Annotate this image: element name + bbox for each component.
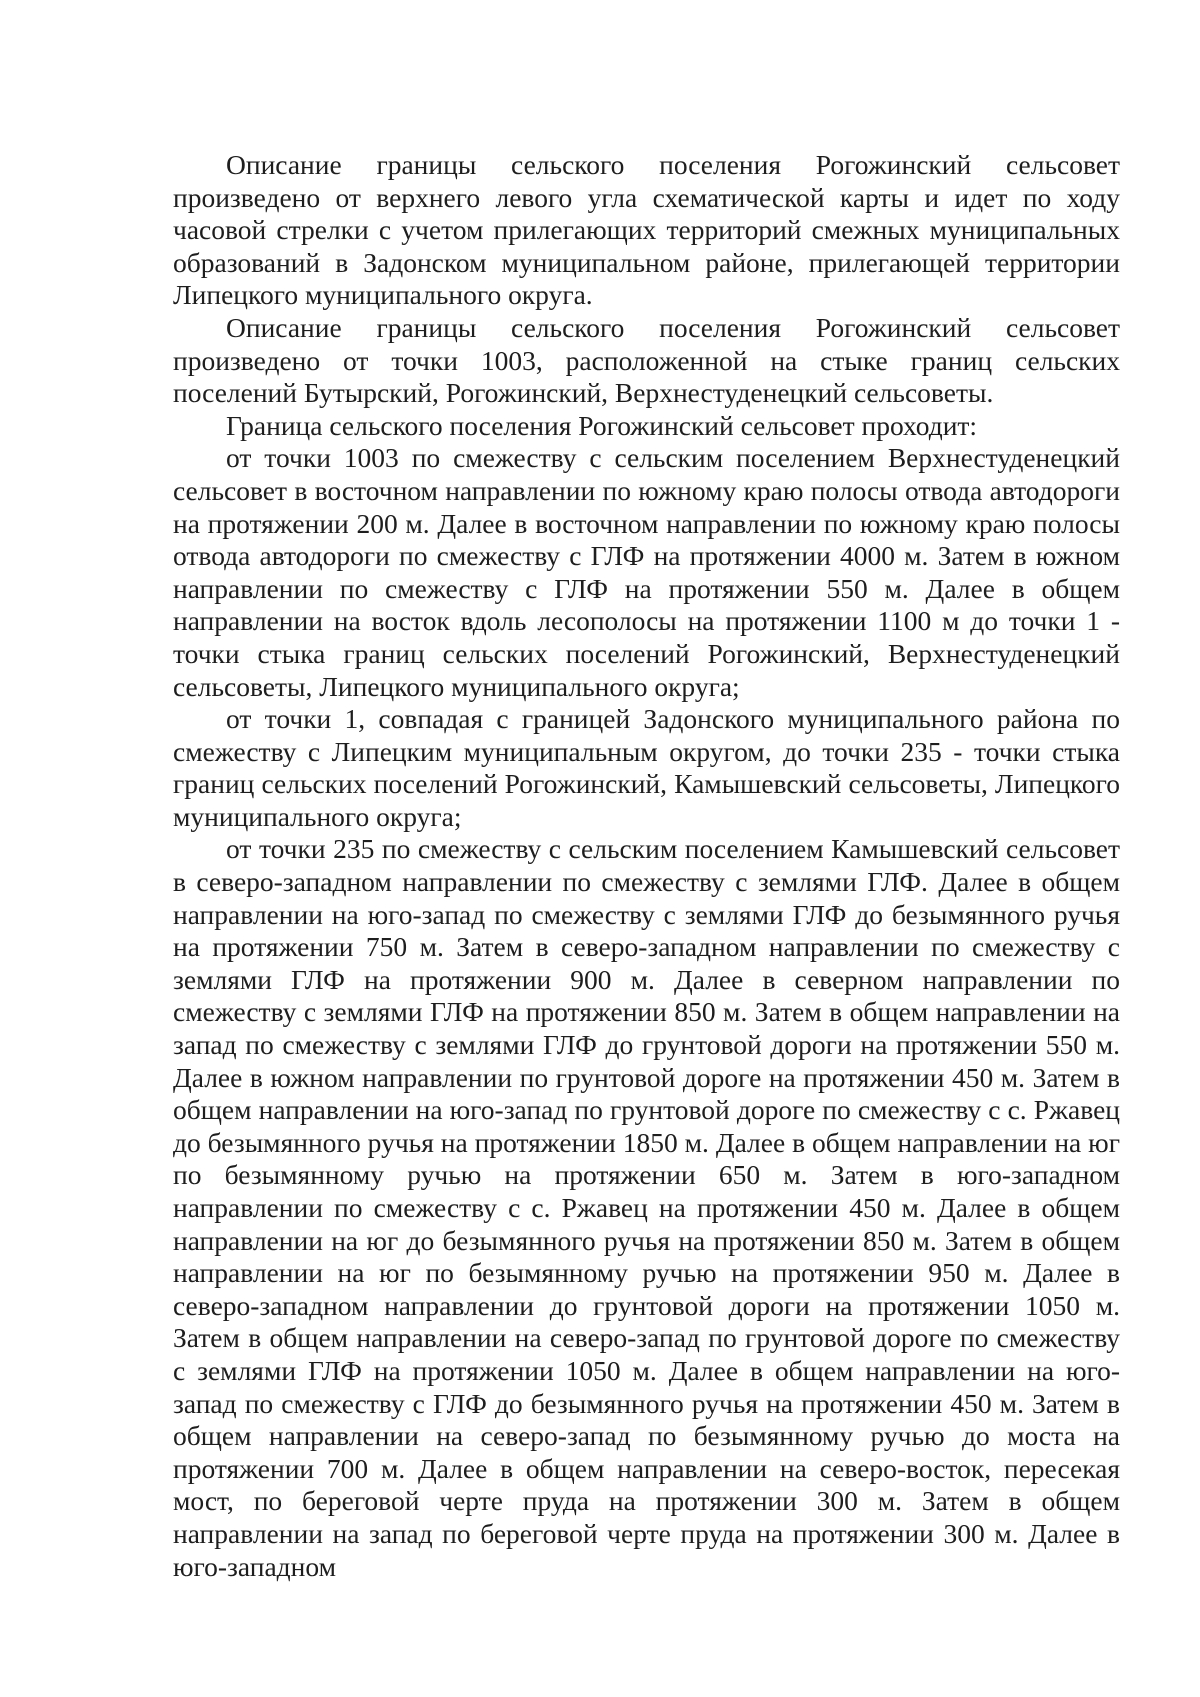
- paragraph-segment-point-235: от точки 235 по смежеству с сельским поселением Камышевский сельсовет в северо-западном направлении по смежеству с землями ГЛФ. Далее в общем направлении на юго-запад по смежеству с землями ГЛФ до безымянного ручья на протяжении 750 м. Затем в северо-западном направлении по смежеству с землями ГЛФ на протяжении 900 м. Далее в северном направлении по смежеству с землями ГЛФ на протяжении 850 м. Затем в общем направлении на запад по смежеству с землями ГЛФ до грунтовой дороги на протяжении 550 м. Далее в южном направлении по грунтовой дороге на протяжении 450 м. Затем в общем направлении на юго-запад по грунтовой дороге по смежеству с с. Ржавец до безымянного ручья на протяжении 1850 м. Далее в общем направлении на юг по безымянному ручью на протяжении 650 м. Затем в юго-западном направлении по смежеству с с. Ржавец на протяжении 450 м. Далее в общем направлении на юг до безымянного ручья на протяжении 850 м. Затем в общем направлении на юг по безымянному ручью на протяжении 950 м. Далее в северо-западном направлении до грунтовой дороги на протяжении 1050 м. Затем в общем направлении на северо-запад по грунтовой дороге по смежеству с землями ГЛФ на протяжении 1050 м. Далее в общем направлении на юго-запад по смежеству с ГЛФ до безымянного ручья на протяжении 450 м. Затем в общем направлении на северо-запад по безымянному ручью до моста на протяжении 700 м. Далее в общем направлении на северо-восток, пересекая мост, по береговой черте пруда на протяжении 300 м. Затем в общем направлении на запад по береговой черте пруда на протяжении 300 м. Далее в юго-западном: [173, 833, 1120, 1582]
- paragraph-segment-point-1003: от точки 1003 по смежеству с сельским поселением Верхнестуденецкий сельсовет в восточном направлении по южному краю полосы отвода автодороги на протяжении 200 м. Далее в восточном направлении по южному краю полосы отвода автодороги по смежеству с ГЛФ на протяжении 4000 м. Затем в южном направлении по смежеству с ГЛФ на протяжении 550 м. Далее в общем направлении на восток вдоль лесополосы на протяжении 1100 м до точки 1 - точки стыка границ сельских поселений Рогожинский, Верхнестуденецкий сельсоветы, Липецкого муниципального округа;: [173, 442, 1120, 702]
- paragraph-boundary-description-origin: Описание границы сельского поселения Рогожинский сельсовет произведено от верхнего левого угла схематической карты и идет по ходу часовой стрелки с учетом прилегающих территорий смежных муниципальных образований в Задонском муниципальном районе, прилегающей территории Липецкого муниципального округа.: [173, 149, 1120, 311]
- paragraph-segment-point-1: от точки 1, совпадая с границей Задонского муниципального района по смежеству с Липецким муниципальным округом, до точки 235 - точки стыка границ сельских поселений Рогожинский, Камышевский сельсоветы, Липецкого муниципального округа;: [173, 703, 1120, 832]
- document-page: [173, 149, 1120, 1583]
- paragraph-boundary-start-point: Описание границы сельского поселения Рогожинский сельсовет произведено от точки 1003, расположенной на стыке границ сельских поселений Бутырский, Рогожинский, Верхнестуденецкий сельсоветы.: [173, 311, 1120, 409]
- paragraph-boundary-intro: Граница сельского поселения Рогожинский сельсовет проходит:: [226, 409, 978, 441]
